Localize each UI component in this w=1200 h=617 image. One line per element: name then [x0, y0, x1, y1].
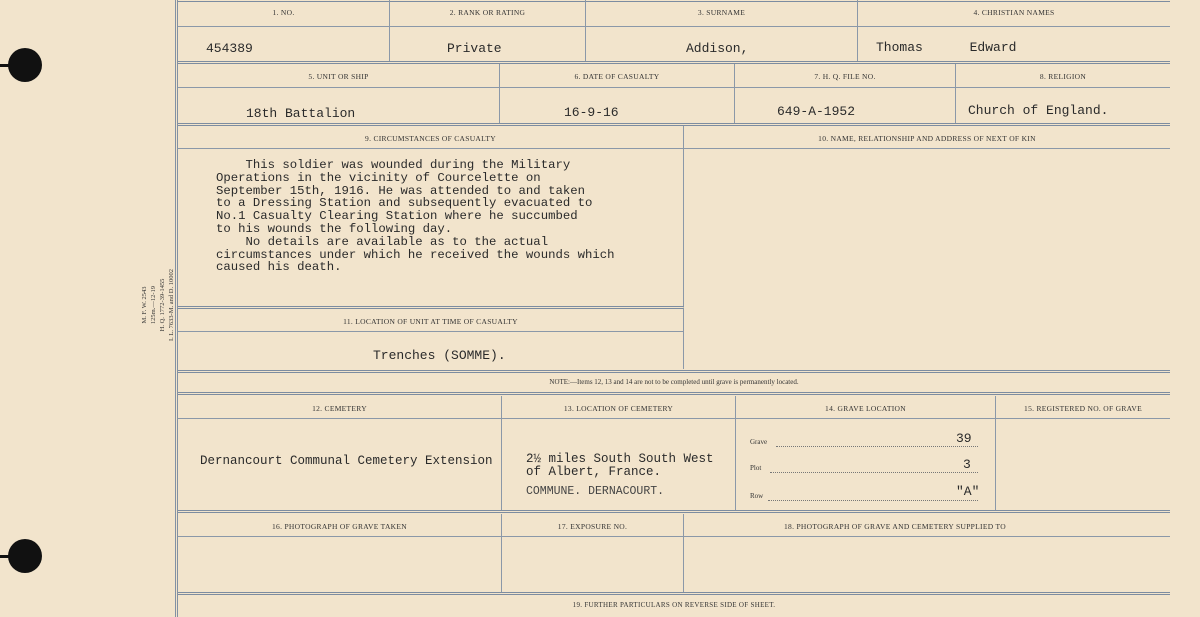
- field-label: 1. NO.: [178, 0, 389, 27]
- field-label: 9. CIRCUMSTANCES OF CASUALTY: [178, 126, 683, 149]
- row-value: "A": [956, 484, 980, 499]
- row-label: Row: [750, 492, 764, 500]
- form-code-line: 125m.—12-19: [150, 285, 157, 325]
- field-label: 11. LOCATION OF UNIT AT TIME OF CASUALTY: [178, 309, 683, 332]
- plot-label: Plot: [750, 464, 762, 472]
- commune-stamp: COMMUNE. DERNACOURT.: [526, 485, 665, 498]
- field-circumstances: [178, 126, 684, 306]
- field-number: [178, 0, 390, 61]
- field-label: 18. PHOTOGRAPH OF GRAVE AND CEMETERY SUPPLIED TO: [684, 514, 1170, 537]
- field-location-of-unit: [178, 306, 684, 369]
- field-label: 5. UNIT OR SHIP: [178, 64, 499, 88]
- dotted-line: [768, 500, 978, 501]
- field-registered-no: [996, 396, 1170, 511]
- field-rank: [390, 0, 586, 61]
- field-label: 10. NAME, RELATIONSHIP AND ADDRESS OF NEXT OF KIN: [684, 126, 1170, 149]
- further-particulars-label: 19. FURTHER PARTICULARS ON REVERSE SIDE OF SHEET.: [572, 601, 776, 609]
- note-text: NOTE:—Items 12, 13 and 14 are not to be completed until grave is permanently located.: [549, 378, 799, 386]
- form-code-line: M. F. W. 2543: [141, 286, 148, 324]
- field-label: 7. H. Q. FILE NO.: [735, 64, 955, 88]
- punch-hole-mark: [0, 64, 20, 67]
- field-value: Church of England.: [968, 103, 1109, 118]
- field-label: 13. LOCATION OF CEMETERY: [502, 396, 735, 419]
- field-label: 8. RELIGION: [956, 64, 1170, 88]
- grave-label: Grave: [750, 438, 768, 446]
- field-surname: [586, 0, 858, 61]
- field-value: 16-9-16: [564, 105, 619, 120]
- field-location-of-cemetery: [502, 396, 736, 511]
- field-value: 2½ miles South South West of Albert, France.: [526, 452, 714, 479]
- field-grave-location: [736, 396, 996, 511]
- plot-value: 3: [963, 457, 971, 472]
- field-label: 17. EXPOSURE NO.: [502, 514, 683, 537]
- field-label: 3. SURNAME: [586, 0, 857, 27]
- form-code-line: I. L. 7633-M. and D. 10002: [168, 268, 175, 342]
- field-value: 18th Battalion: [246, 106, 356, 121]
- form-code: [140, 250, 176, 360]
- field-label: 4. CHRISTIAN NAMES: [858, 0, 1170, 27]
- field-religion: [956, 64, 1170, 123]
- field-value: Addison,: [686, 41, 749, 56]
- form-code-line: H. Q. 1772-39-1455: [159, 278, 166, 332]
- field-photograph-taken: [178, 514, 502, 593]
- field-photograph-supplied-to: [684, 514, 1170, 593]
- field-label: 14. GRAVE LOCATION: [736, 396, 995, 419]
- field-value: This soldier was wounded during the Military Operations in the vicinity of Courcelette on September 15th, 1916. He was attended to and taken to a Dressing Station and subsequently evacuated to No.1 Casualty Clearing Station where he succumbed to his wounds the following day. No details are available as to the actual circumstances under which he received the wounds which caused his death.: [216, 158, 615, 275]
- field-exposure-no: [502, 514, 684, 593]
- field-value: 454389: [206, 41, 253, 56]
- field-date-of-casualty: [500, 64, 735, 123]
- field-label: 15. REGISTERED NO. OF GRAVE: [996, 396, 1170, 419]
- field-christian-names: [858, 0, 1170, 61]
- divider: [178, 370, 1170, 373]
- field-value: Dernancourt Communal Cemetery Extension: [200, 454, 493, 468]
- field-hq-file-no: [735, 64, 956, 123]
- field-label: 2. RANK OR RATING: [390, 0, 585, 27]
- divider: [178, 392, 1170, 395]
- field-label: 16. PHOTOGRAPH OF GRAVE TAKEN: [178, 514, 501, 537]
- grave-value: 39: [956, 431, 972, 446]
- punch-hole-mark: [0, 555, 20, 558]
- divider: [178, 510, 1170, 513]
- field-label: 12. CEMETERY: [178, 396, 501, 419]
- field-value: Private: [447, 41, 502, 56]
- field-value: 649-A-1952: [777, 104, 856, 119]
- dotted-line: [770, 472, 978, 473]
- divider: [178, 592, 1170, 595]
- field-value: Trenches (SOMME).: [373, 348, 506, 363]
- field-next-of-kin: [684, 126, 1170, 369]
- field-value: Thomas Edward: [876, 40, 1017, 55]
- field-unit: [178, 64, 500, 123]
- field-label: 6. DATE OF CASUALTY: [500, 64, 734, 88]
- field-cemetery: [178, 396, 502, 511]
- dotted-line: [776, 446, 978, 447]
